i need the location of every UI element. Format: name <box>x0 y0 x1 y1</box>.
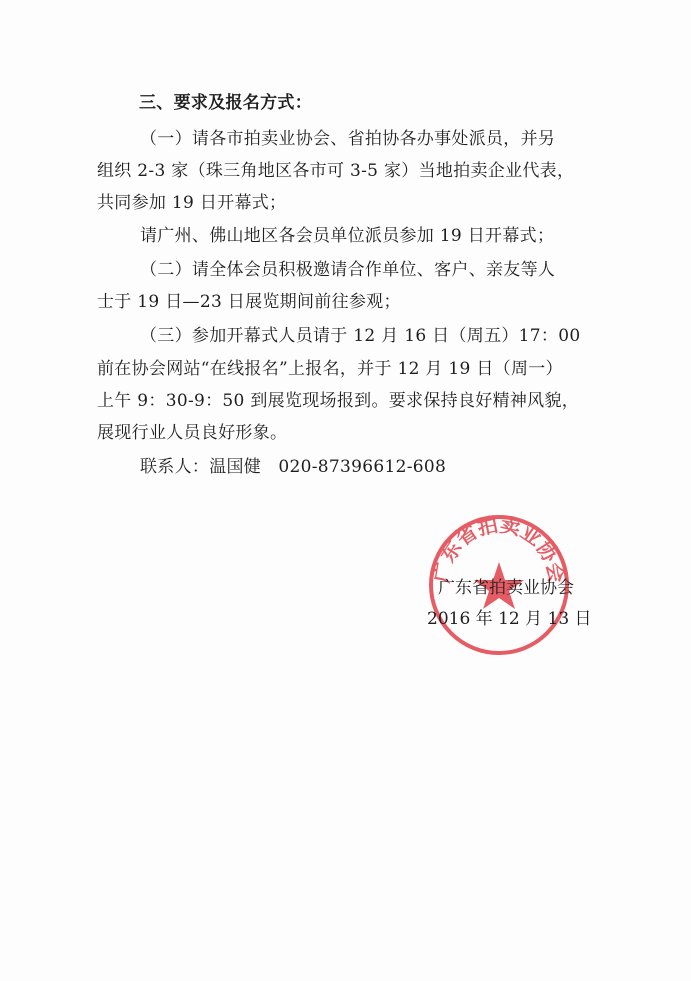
paragraph-line-8: 前在协会网站“在线报名”上报名，并于 12 月 19 日（周一） <box>97 359 563 379</box>
paragraph-line-5: （二）请全体会员积极邀请合作单位、客户、亲友等人 <box>140 260 556 280</box>
paragraph-line-10: 展现行业人员良好形象。 <box>97 423 288 443</box>
paragraph-line-4: 请广州、佛山地区各会员单位派员参加 19 日开幕式； <box>140 226 555 246</box>
signature-organization: 广东省拍卖业协会 <box>438 578 574 598</box>
signature-date: 2016 年 12 月 13 日 <box>427 609 592 629</box>
paragraph-line-6: 士于 19 日—23 日展览期间前往参观； <box>97 292 401 312</box>
paragraph-line-7: （三）参加开幕式人员请于 12 月 16 日（周五）17：00 <box>140 326 581 346</box>
contact-line: 联系人：温国健 020-87396612-608 <box>140 457 447 477</box>
paragraph-line-2: 组织 2-3 家（珠三角地区各市可 3-5 家）当地拍卖企业代表， <box>97 161 575 181</box>
section-heading: 三、要求及报名方式： <box>139 93 312 113</box>
svg-text:广东省拍卖业协会: 广东省拍卖业协会 <box>429 512 569 585</box>
paragraph-line-3: 共同参加 19 日开幕式； <box>97 193 287 213</box>
paragraph-line-9: 上午 9：30-9：50 到展览现场报到。要求保持良好精神风貌， <box>97 391 580 411</box>
paragraph-line-1: （一）请各市拍卖业协会、省拍协各办事处派员，并另 <box>140 129 556 149</box>
